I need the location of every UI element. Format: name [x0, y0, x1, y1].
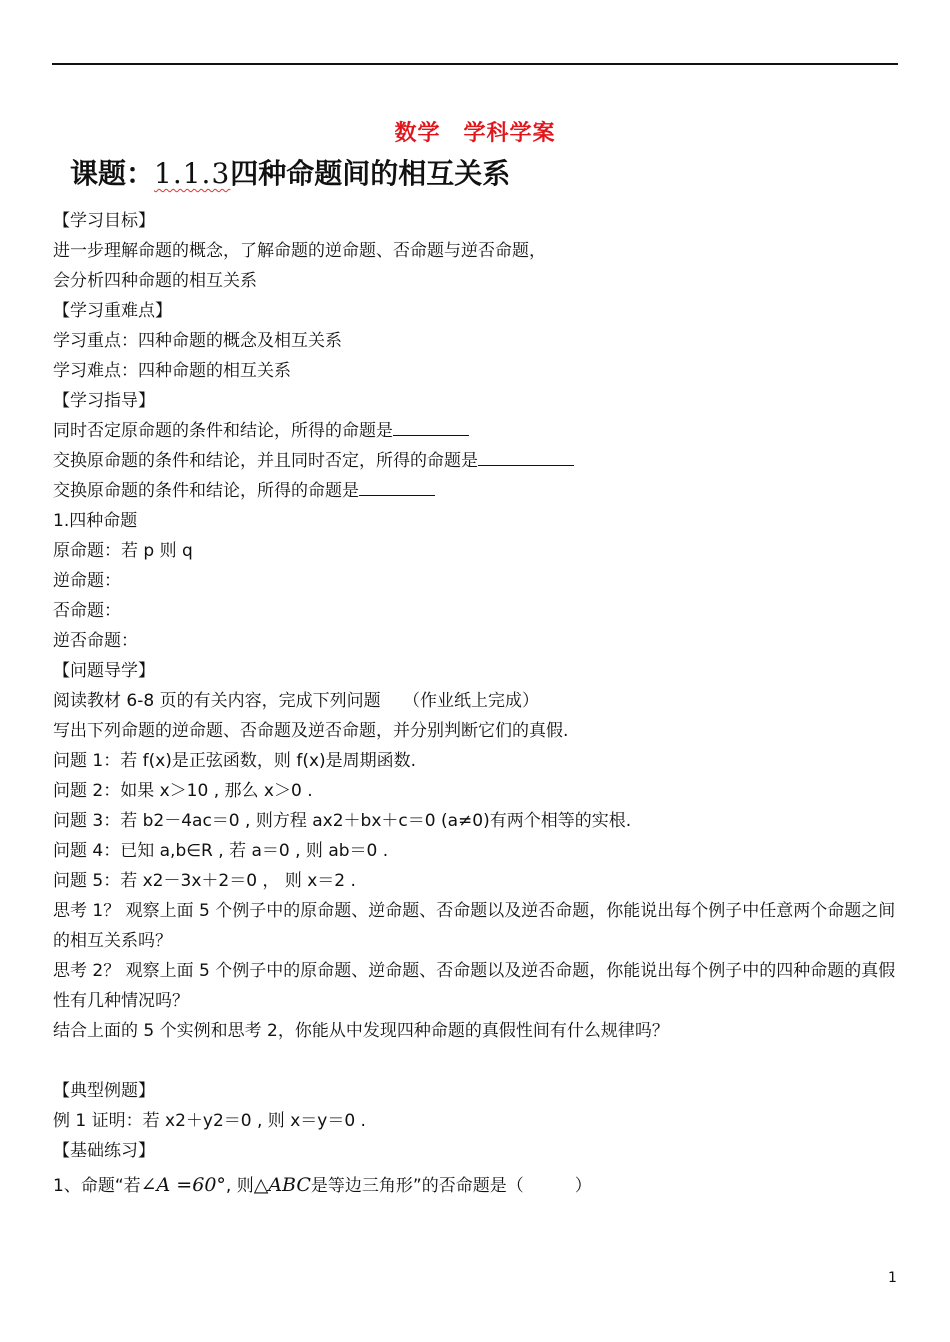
fill-blank [359, 476, 435, 496]
goals-line-1: 进一步理解命题的概念，了解命题的逆命题、否命题与逆否命题， [53, 241, 546, 261]
difficulty-line: 学习难点：四种命题的相互关系 [53, 361, 291, 381]
problem-intro: 阅读教材 6-8 页的有关内容，完成下列问题 （作业纸上完成） [53, 691, 539, 711]
problem-task: 写出下列命题的逆命题、否命题及逆否命题，并分别判断它们的真假. [53, 721, 569, 741]
practice-1-text-b: , 则 [225, 1176, 254, 1196]
contrapositive-proposition: 逆否命题： [53, 631, 138, 651]
spacer [53, 1046, 903, 1076]
page-number: 1 [888, 1270, 897, 1286]
guide-line-1 [53, 416, 903, 446]
question-3: 问题 3：若 b2－4ac＝0 , 则方程 ax2＋bx＋c＝0 (a≠0)有两个相等的实根. [53, 811, 632, 831]
header-rule [52, 63, 898, 65]
guide-text-3: 交换原命题的条件和结论，所得的命题是 [53, 481, 359, 501]
guide-text-1: 同时否定原命题的条件和结论，所得的命题是 [53, 421, 393, 441]
converse-proposition: 逆命题： [53, 571, 121, 591]
question-4: 问题 4：已知 a,b∈R , 若 a＝0 , 则 ab＝0 . [53, 841, 389, 861]
practice-1-text-a: 1、命题“若 [53, 1176, 141, 1196]
lesson-name: 四种命题间的相互关系 [230, 157, 511, 190]
think-question-2: 思考 2？ 观察上面 5 个例子中的原命题、逆命题、否命题以及逆否命题，你能说出每个例子中的四种命题的真假性有几种情况吗？ [53, 961, 896, 1011]
guide-text-2: 交换原命题的条件和结论，并且同时否定，所得的命题是 [53, 451, 478, 471]
section-heading-guide: 【学习指导】 [53, 391, 155, 411]
goals-line-2: 会分析四种命题的相互关系 [53, 271, 257, 291]
section-heading-key-points: 【学习重难点】 [53, 301, 172, 321]
think-question-1: 思考 1？ 观察上面 5 个例子中的原命题、逆命题、否命题以及逆否命题，你能说出每个例子中任意两个命题之间的相互关系吗？ [53, 901, 896, 951]
section-heading-examples: 【典型例题】 [53, 1081, 155, 1101]
question-5: 问题 5：若 x2－3x＋2＝0 ， 则 x＝2 . [53, 871, 356, 891]
angle-expression: ∠A =60° [140, 1174, 226, 1196]
question-1: 问题 1：若 f(x)是正弦函数，则 f(x)是周期函数. [53, 751, 417, 771]
lesson-title [70, 152, 510, 192]
lesson-number: 1.1.3 [154, 157, 231, 190]
section-heading-goals: 【学习目标】 [53, 211, 155, 231]
section-heading-problems: 【问题导学】 [53, 661, 155, 681]
lesson-prefix: 课题： [70, 157, 155, 190]
guide-line-3 [53, 476, 903, 506]
fill-blank [478, 446, 574, 466]
fill-blank [393, 416, 469, 436]
triangle-expression: △ABC [253, 1174, 311, 1196]
subject-title: 数学 学科学案 [394, 120, 556, 146]
example-1: 例 1 证明：若 x2＋y2＝0 , 则 x＝y＝0 . [53, 1111, 366, 1131]
original-proposition: 原命题：若 p 则 q [53, 541, 193, 561]
think-question-3: 结合上面的 5 个实例和思考 2，你能从中发现四种命题的真假性间有什么规律吗？ [53, 1021, 669, 1041]
guide-line-2 [53, 446, 903, 476]
practice-1-text-c: 是等边三角形”的否命题是（ ） [310, 1176, 592, 1196]
key-point-line: 学习重点：四种命题的概念及相互关系 [53, 331, 342, 351]
practice-1 [53, 1166, 903, 1200]
document-body [53, 206, 903, 1200]
question-2: 问题 2：如果 x＞10 , 那么 x＞0 . [53, 781, 313, 801]
section-heading-four-propositions: 1.四种命题 [53, 511, 138, 531]
section-heading-practice: 【基础练习】 [53, 1141, 155, 1161]
inverse-proposition: 否命题： [53, 601, 121, 621]
